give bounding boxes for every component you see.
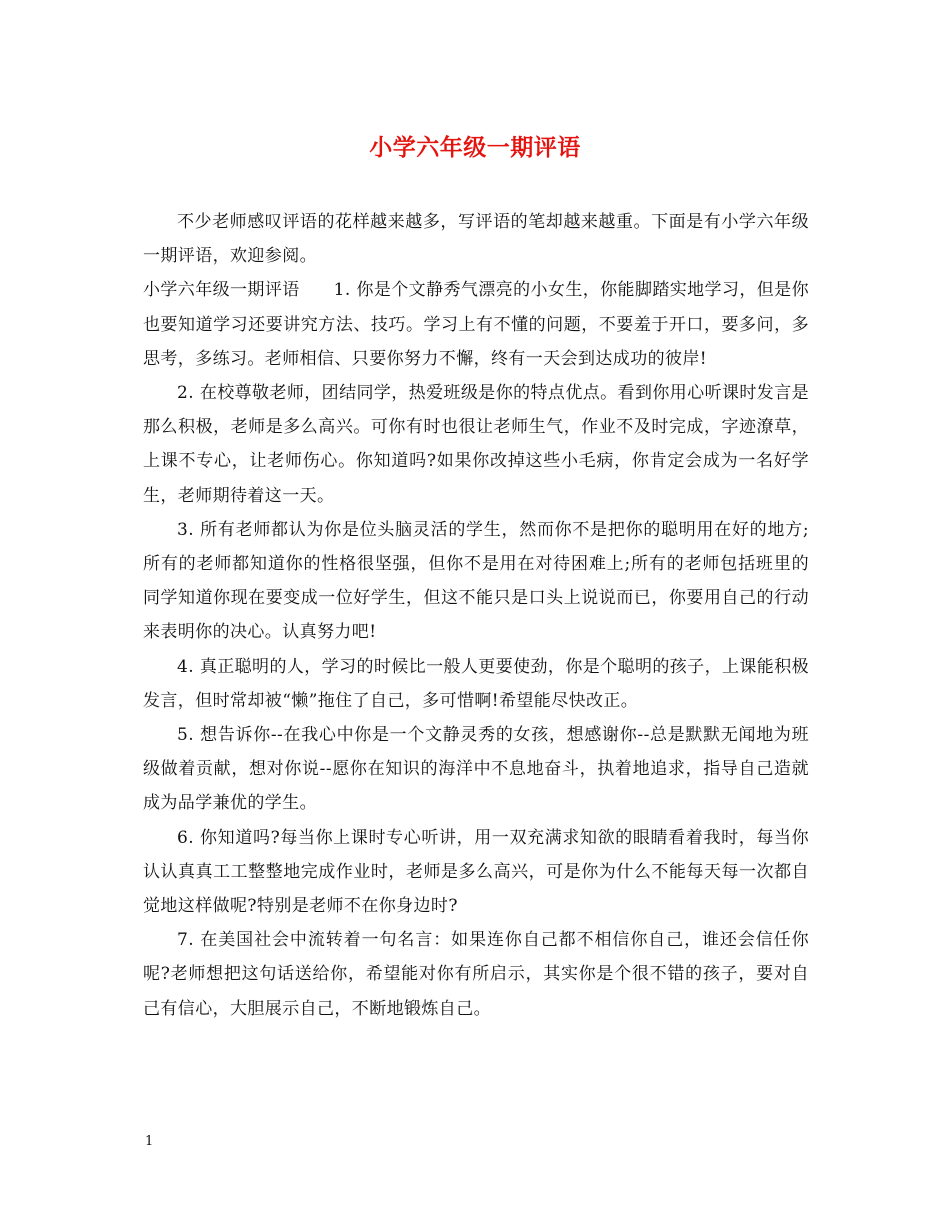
intro-paragraph: 不少老师感叹评语的花样越来越多，写评语的笔却越来越重。下面是有小学六年级一期评语，欢迎参阅。 <box>143 212 809 267</box>
document-body <box>143 205 809 1026</box>
item-7-paragraph: 7. 在美国社会中流转着一句名言：如果连你自己都不相信你自己，谁还会信任你呢?老师想把这句话送给你，希望能对你有所启示，其实你是个很不错的孩子，要对自己有信心，大胆展示自己，不断地锻炼自己。 <box>143 930 809 1019</box>
item-1-paragraph <box>143 273 809 376</box>
item-6-paragraph: 6. 你知道吗?每当你上课时专心听讲，用一双充满求知欲的眼睛看着我时，每当你认认真真工工整整地完成作业时，老师是多么高兴，可是你为什么不能每天每一次都自觉地这样做呢?特别是老师不在你身边时? <box>143 827 809 917</box>
item-2-paragraph: 2. 在校尊敬老师，团结同学，热爱班级是你的特点优点。看到你用心听课时发言是那么积极，老师是多么高兴。可你有时也很让老师生气，作业不及时完成，字迹潦草，上课不专心，让老师伤心。你知道吗?如果你改掉这些小毛病，你肯定会成为一名好学生，老师期待着这一天。 <box>143 383 809 506</box>
item-1-text: 1. 你是个文静秀气漂亮的小女生，你能脚踏实地学习，但是你也要知道学习还要讲究方法、技巧。学习上有不懂的问题，不要羞于开口，要多问，多思考，多练习。老师相信、只要你努力不懈，终有一天会到达成功的彼岸! <box>143 280 809 369</box>
page-number: 1 <box>145 1134 154 1149</box>
item-5-paragraph: 5. 想告诉你--在我心中你是一个文静灵秀的女孩，想感谢你--总是默默无闻地为班级做着贡献，想对你说--愿你在知识的海洋中不息地奋斗，执着地追求，指导自己造就成为品学兼优的学生。 <box>143 725 809 814</box>
item-4-paragraph: 4. 真正聪明的人，学习的时候比一般人更要使劲，你是个聪明的孩子，上课能积极发言，但时常却被“懒”拖住了自己，多可惜啊!希望能尽快改正。 <box>143 656 809 711</box>
document-title: 小学六年级一期评语 <box>369 134 581 161</box>
item-3-paragraph: 3. 所有老师都认为你是位头脑灵活的学生，然而你不是把你的聪明用在好的地方;所有的老师都知道你的性格很坚强，但你不是用在对待困难上;所有的老师包括班里的同学知道你现在要变成一位好学生，但这不能只是口头上说说而已，你要用自己的行动来表明你的决心。认真努力吧! <box>143 519 809 643</box>
lead-label: 小学六年级一期评语 <box>143 280 300 301</box>
